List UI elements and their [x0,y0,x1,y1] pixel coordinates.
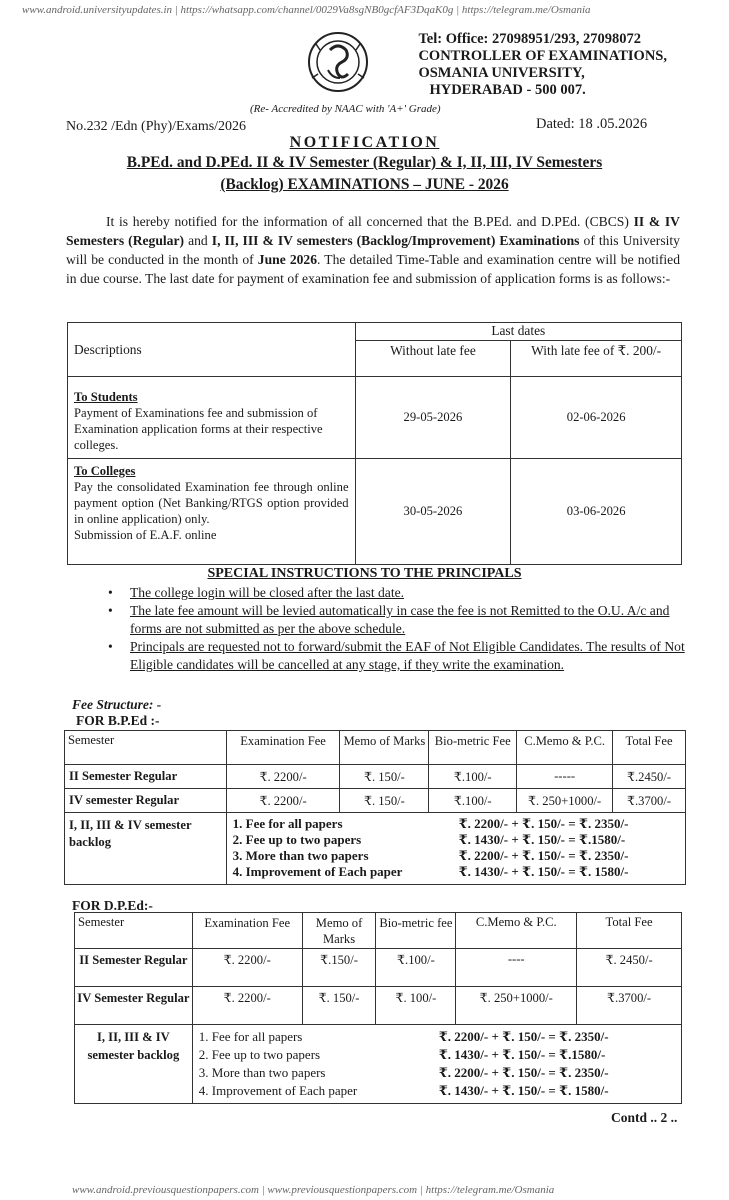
dped-backlog-item: 1. Fee for all papers [198,1029,303,1044]
bped-row-ii-exam: ₹. 2200/- [226,765,340,789]
bped-row-ii [65,765,686,789]
dped-row-iv-bio: ₹. 100/- [376,987,456,1025]
dped-row-iv-cmemo: ₹. 250+1000/- [456,987,577,1025]
bped-backlog-label: I, II, III & IV semester backlog [65,813,227,885]
bped-row-backlog [65,813,686,885]
dped-row-iv [75,987,682,1025]
bped-row-ii-bio: ₹.100/- [429,765,517,789]
bped-row-iv-semester: IV semester Regular [65,789,227,813]
instruction-item: • The college login will be closed after the last date. [98,584,686,602]
bped-fee-table [64,730,686,885]
dped-backlog-fee: ₹. 1430/- + ₹. 150/- = ₹. 1580/- [438,1083,609,1098]
with-late-fee-header: With late fee of ₹. 200/- [511,341,682,377]
dped-row-iv-exam: ₹. 2200/- [192,987,302,1025]
dped-backlog-items [199,1028,439,1100]
continued-note: Contd .. 2 .. [611,1110,678,1125]
students-date-2: 02-06-2026 [511,377,682,459]
dped-header-cmemo: C.Memo & P.C. [456,913,577,949]
subject-line1: B.PEd. and D.PEd. II & IV Semester (Regular) & I, II, III, IV Semesters [126,154,603,171]
bped-backlog-fee: ₹. 2200/- + ₹. 150/- = ₹. 2350/- [458,816,629,831]
bped-row-iv-exam: ₹. 2200/- [226,789,340,813]
intro-paragraph [66,212,680,288]
header-line3: HYDERABAD - 500 007. [429,82,586,98]
last-dates-header: Last dates [355,323,681,341]
colleges-desc [68,459,356,565]
dped-fee-table [74,912,682,1104]
bped-row-iv [65,789,686,813]
para-text-1: It is hereby notified for the information of all concerned that the B.PEd. and D.PEd. (CBCS) [106,214,634,229]
para-bold-month: June 2026 [257,252,318,267]
dped-row-ii-total: ₹. 2450/- [577,949,682,987]
dped-header-semester: Semester [75,913,193,949]
bped-backlog-details [226,813,685,885]
accreditation: (Re- Accredited by NAAC with 'A+' Grade) [250,103,441,115]
dped-row-iv-total: ₹.3700/- [577,987,682,1025]
bped-row-ii-total: ₹.2450/- [613,765,686,789]
bped-row-iv-memo: ₹. 150/- [340,789,429,813]
bped-backlog-fees [459,816,629,880]
dped-backlog-details [192,1025,681,1104]
watermark-bottom: www.android.previousquestionpapers.com | www.previousquestionpapers.com | https://telegram.me/Osmania [72,1184,555,1196]
dped-label: FOR D.P.Ed:- [72,898,153,913]
dped-row-iv-semester: IV Semester Regular [75,987,193,1025]
dped-backlog-fee: ₹. 2200/- + ₹. 150/- = ₹. 2350/- [438,1029,609,1044]
university-logo [306,30,370,94]
header-line1: CONTROLLER OF EXAMINATIONS, [418,48,667,64]
para-text-4: . The detailed Time-Table and examination centre will be notified in due course. The last date for payment of examination fee and submission of application forms is as follows:- [66,252,680,286]
bped-header-total: Total Fee [613,731,686,765]
bped-backlog-fee: ₹. 1430/- + ₹. 150/- = ₹.1580/- [458,832,626,847]
dped-backlog-fee: ₹. 1430/- + ₹. 150/- = ₹.1580/- [438,1047,606,1062]
colleges-extra: Submission of E.A.F. online [74,528,217,542]
special-instructions-list [98,584,686,674]
notification-title: NOTIFICATION [289,134,440,151]
dped-row-iv-memo: ₹. 150/- [302,987,376,1025]
dped-backlog-item: 2. Fee up to two papers [198,1047,321,1062]
colleges-row [68,459,682,565]
students-desc [68,377,356,459]
para-text-3: of this University will be conducted in the month of [66,233,680,267]
bped-backlog-fee: ₹. 1430/- + ₹. 150/- = ₹. 1580/- [458,864,629,879]
bped-row-iv-bio: ₹.100/- [429,789,517,813]
dped-row-ii-cmemo: ---- [456,949,577,987]
colleges-date-2: 03-06-2026 [511,459,682,565]
dped-header-memo: Memo of Marks [302,913,376,949]
instruction-item: • The late fee amount will be levied automatically in case the fee is not Remitted to the O.U. A/c and forms are not submitted as per the above schedule. [98,602,686,638]
subject-line2: (Backlog) EXAMINATIONS – JUNE - 2026 [220,176,509,193]
students-date-1: 29-05-2026 [355,377,511,459]
dped-row-ii-memo: ₹.150/- [302,949,376,987]
bped-backlog-fee: ₹. 2200/- + ₹. 150/- = ₹. 2350/- [458,848,629,863]
para-text-2: and [184,233,212,248]
bped-backlog-item: 1. Fee for all papers [232,816,343,831]
bped-header-cmemo: C.Memo & P.C. [517,731,613,765]
dped-row-ii [75,949,682,987]
bped-backlog-item: 4. Improvement of Each paper [232,864,403,879]
watermark-top: www.android.universityupdates.in | https://whatsapp.com/channel/0029Va8sgNB0gcfAF3DqaK0g | https://telegram.me/Osmania [22,4,591,16]
students-row [68,377,682,459]
dped-backlog-label: I, II, III & IV semester backlog [75,1025,193,1104]
header-tel: Tel: Office: 27098951/293, 27098072 [418,31,642,47]
dped-backlog-fee: ₹. 2200/- + ₹. 150/- = ₹. 2350/- [438,1065,609,1080]
without-late-fee-header: Without late fee [355,341,511,377]
colleges-date-1: 30-05-2026 [355,459,511,565]
header-line2: OSMANIA UNIVERSITY, [418,65,585,81]
dped-row-backlog [75,1025,682,1104]
dped-backlog-item: 4. Improvement of Each paper [198,1083,358,1098]
bped-backlog-items [233,816,459,880]
ref-no: No.232 /Edn (Phy)/Exams/2026 [66,119,247,134]
descriptions-header: Descriptions [68,323,356,377]
bped-row-iv-cmemo: ₹. 250+1000/- [517,789,613,813]
dped-row-ii-bio: ₹.100/- [376,949,456,987]
dped-row-ii-exam: ₹. 2200/- [192,949,302,987]
bped-header-semester: Semester [65,731,227,765]
dped-backlog-fees [439,1028,609,1100]
dped-header-exam-fee: Examination Fee [192,913,302,949]
fee-structure-label: Fee Structure: - [72,697,162,712]
bped-row-ii-semester: II Semester Regular [65,765,227,789]
students-text: Payment of Examinations fee and submission of Examination application forms at their respective colleges. [74,406,323,452]
bped-backlog-item: 3. More than two papers [232,848,369,863]
special-instructions-title: SPECIAL INSTRUCTIONS TO THE PRINCIPALS [207,566,522,581]
dped-row-ii-semester: II Semester Regular [75,949,193,987]
last-dates-table [67,322,682,565]
para-bold-regular: II & IV Semesters (Regular) [66,214,681,248]
bped-label: FOR B.P.Ed :- [76,713,160,728]
colleges-head: To Colleges [74,464,136,478]
header-address [418,31,667,99]
instruction-item: • Principals are requested not to forward/submit the EAF of Not Eligible Candidates. The results of Not Eligible candidates will be cancelled at any stage, if they write the examination. [98,638,686,674]
bped-backlog-item: 2. Fee up to two papers [232,832,362,847]
bped-row-iv-total: ₹.3700/- [613,789,686,813]
dped-header-total: Total Fee [577,913,682,949]
bped-row-ii-cmemo: ----- [517,765,613,789]
bped-header-exam-fee: Examination Fee [226,731,340,765]
dped-header-biometric: Bio-metric fee [376,913,456,949]
bped-header-memo: Memo of Marks [340,731,429,765]
para-bold-backlog: I, II, III & IV semesters (Backlog/Improvement) Examinations [211,233,580,248]
dped-backlog-item: 3. More than two papers [198,1065,326,1080]
bped-header-biometric: Bio-metric Fee [429,731,517,765]
students-head: To Students [74,390,138,404]
colleges-text: Pay the consolidated Examination fee through online payment option (Net Banking/RTGS option provided in online application) only. [74,480,349,526]
dated: Dated: 18 .05.2026 [536,116,648,132]
bped-row-ii-memo: ₹. 150/- [340,765,429,789]
